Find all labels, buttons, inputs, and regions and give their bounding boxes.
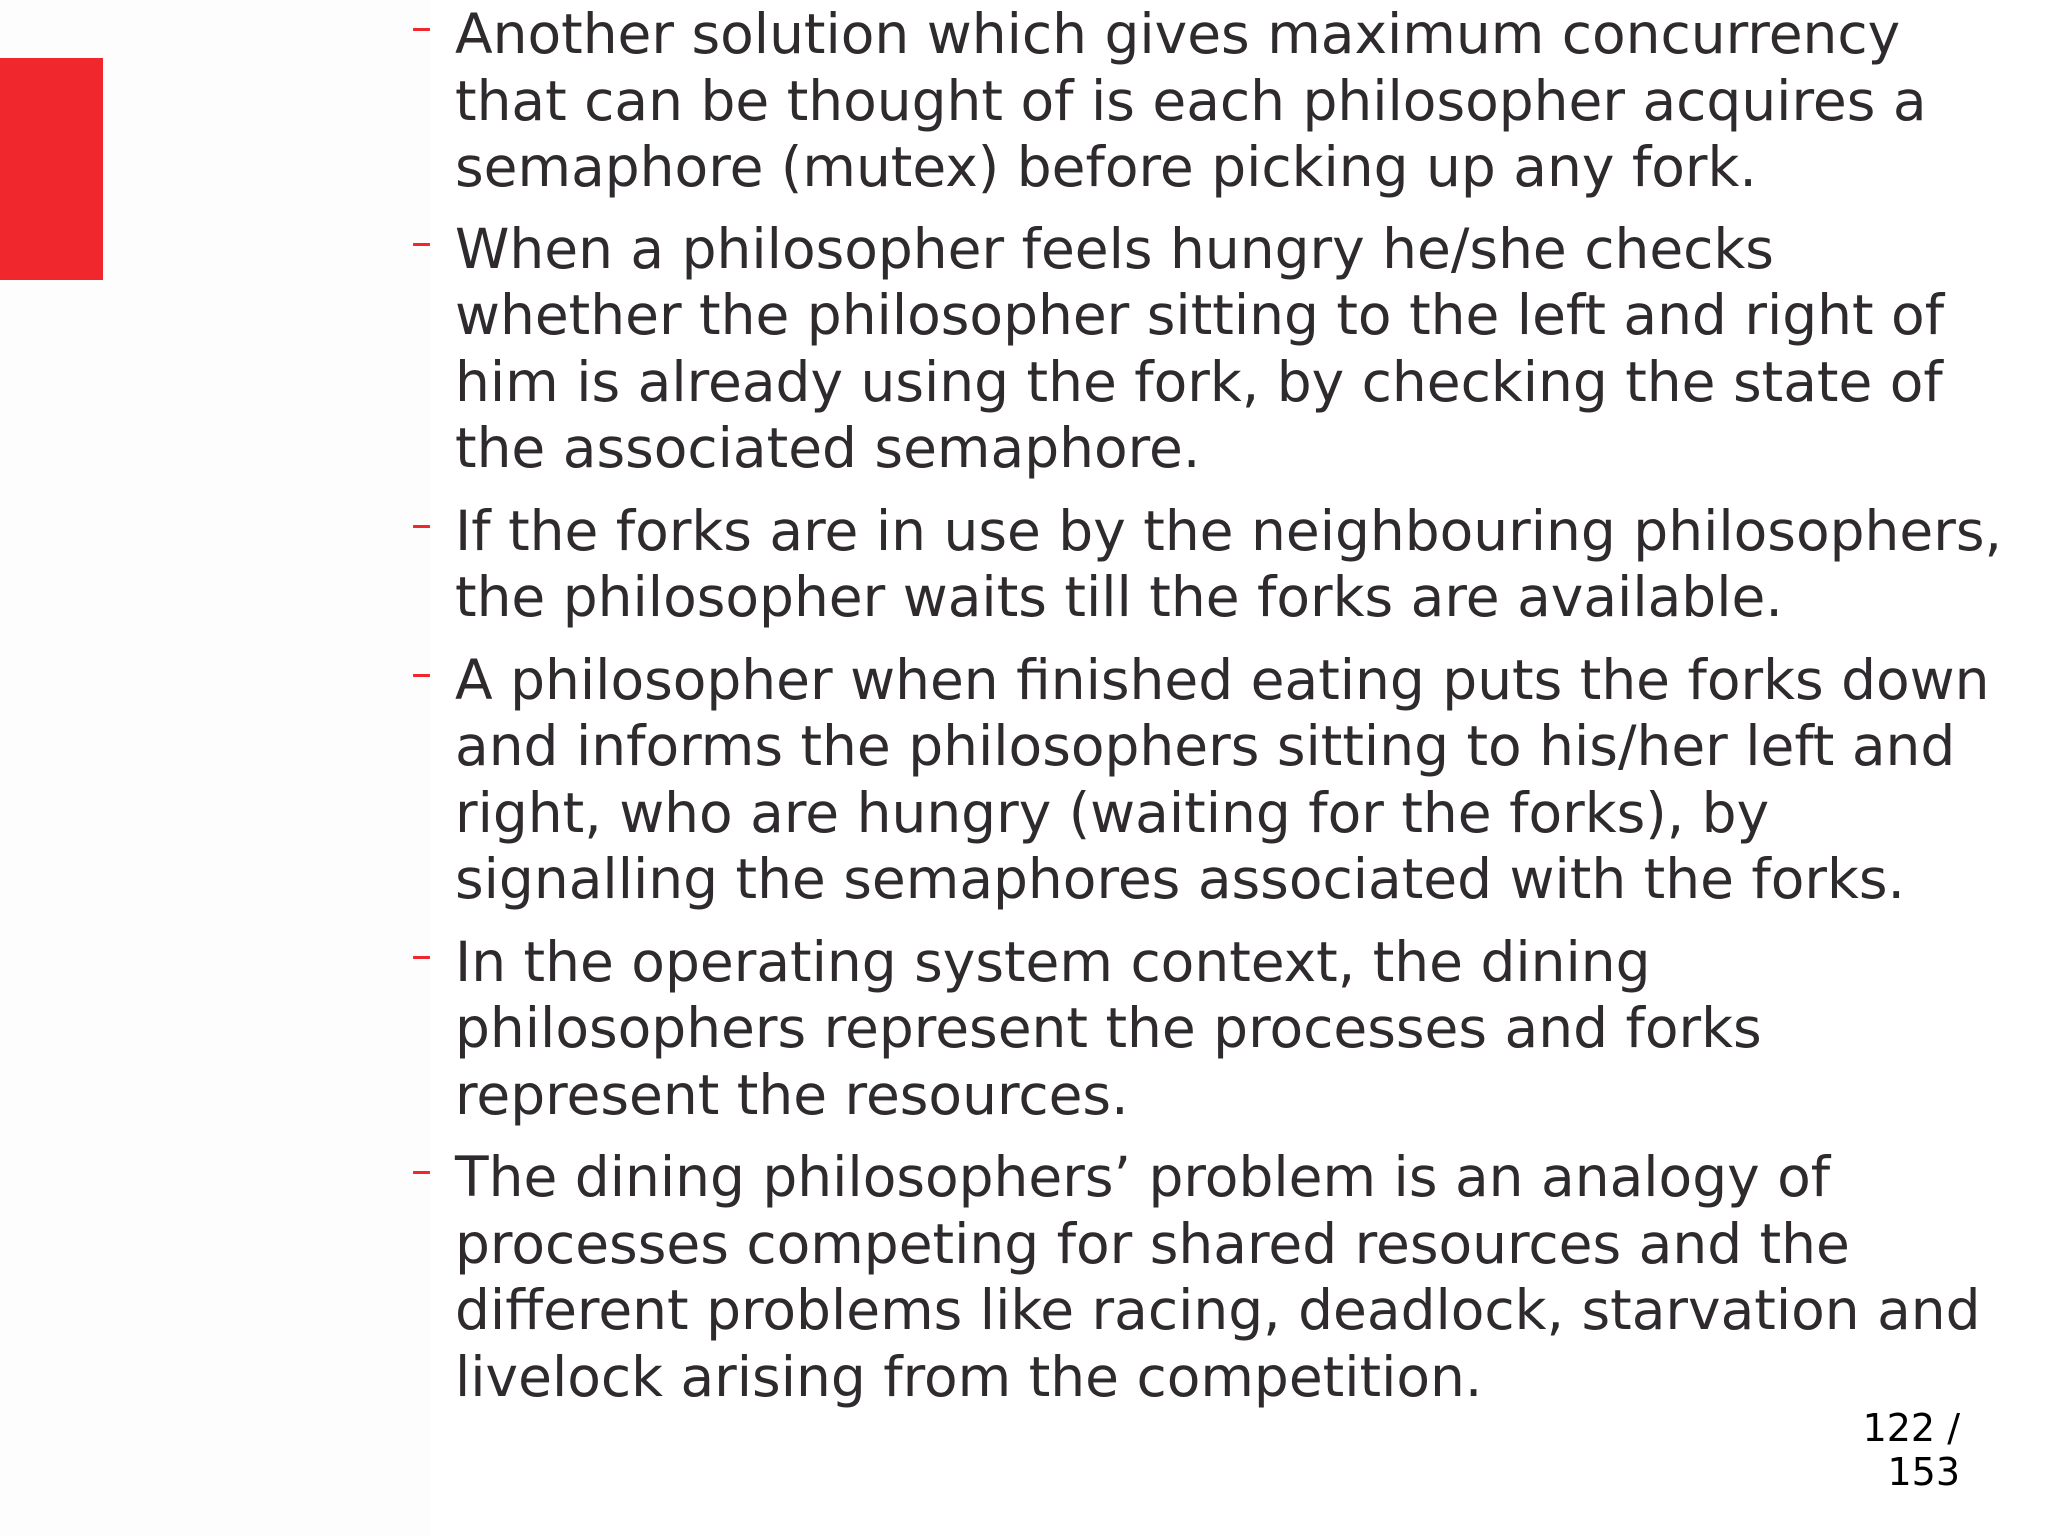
bullet-line: A philosopher when finished eating puts the forks down: [455, 647, 1990, 712]
bullet-line: Another solution which gives maximum concurrency: [455, 2, 1901, 66]
bullet-line: If the forks are in use by the neighbouring philosophers,: [455, 498, 2002, 563]
bullet-line: right, who are hungry (waiting for the forks), by: [455, 780, 1770, 845]
bullet-line: processes competing for shared resources and the: [455, 1211, 1850, 1276]
bullet-dash: –: [411, 498, 432, 548]
bullet-item-5: [411, 929, 2048, 1129]
bullet-line: semaphore (mutex) before picking up any fork.: [455, 135, 1757, 199]
bullet-line: philosophers represent the processes and forks: [455, 996, 1762, 1060]
bullet-dash: –: [411, 1145, 432, 1194]
bullet-line: whether the philosopher sitting to the left and right of: [455, 283, 1945, 347]
bullet-line: him is already using the fork, by checking the state of: [455, 349, 1943, 414]
bullet-line: In the operating system context, the dining: [455, 929, 1651, 994]
bullet-item-1: [411, 1, 2048, 201]
bullet-list: [411, 0, 2048, 1426]
bullet-dash: –: [411, 2, 432, 51]
bullet-item-2: [411, 216, 2048, 482]
bullet-line: that can be thought of is each philosopher acquires a: [455, 68, 1927, 133]
bullet-dash: –: [411, 216, 432, 266]
accent-block: [0, 58, 103, 280]
page-number: 122 / 153: [1862, 1406, 1960, 1494]
bullet-line: signalling the semaphores associated with the forks.: [455, 847, 1906, 911]
bullet-line: livelock arising from the competition.: [455, 1344, 1483, 1409]
bullet-line: represent the resources.: [455, 1062, 1129, 1127]
bullet-line: the philosopher waits till the forks are available.: [455, 565, 1783, 629]
bullet-line: The dining philosophers’ problem is an analogy of: [455, 1145, 1831, 1209]
bullet-item-4: [411, 647, 2048, 913]
bullet-line: and informs the philosophers sitting to his/her left and: [455, 714, 1956, 778]
bullet-item-3: [411, 498, 2048, 631]
bullet-line: When a philosopher feels hungry he/she checks: [455, 216, 1774, 281]
left-margin-panel: [0, 0, 430, 1536]
bullet-dash: –: [411, 647, 432, 697]
bullet-item-6: [411, 1144, 2048, 1410]
slide-content: [411, 0, 2048, 1536]
bullet-line: the associated semaphore.: [455, 416, 1201, 480]
bullet-line: different problems like racing, deadlock, starvation and: [455, 1278, 1981, 1342]
bullet-dash: –: [411, 929, 432, 979]
